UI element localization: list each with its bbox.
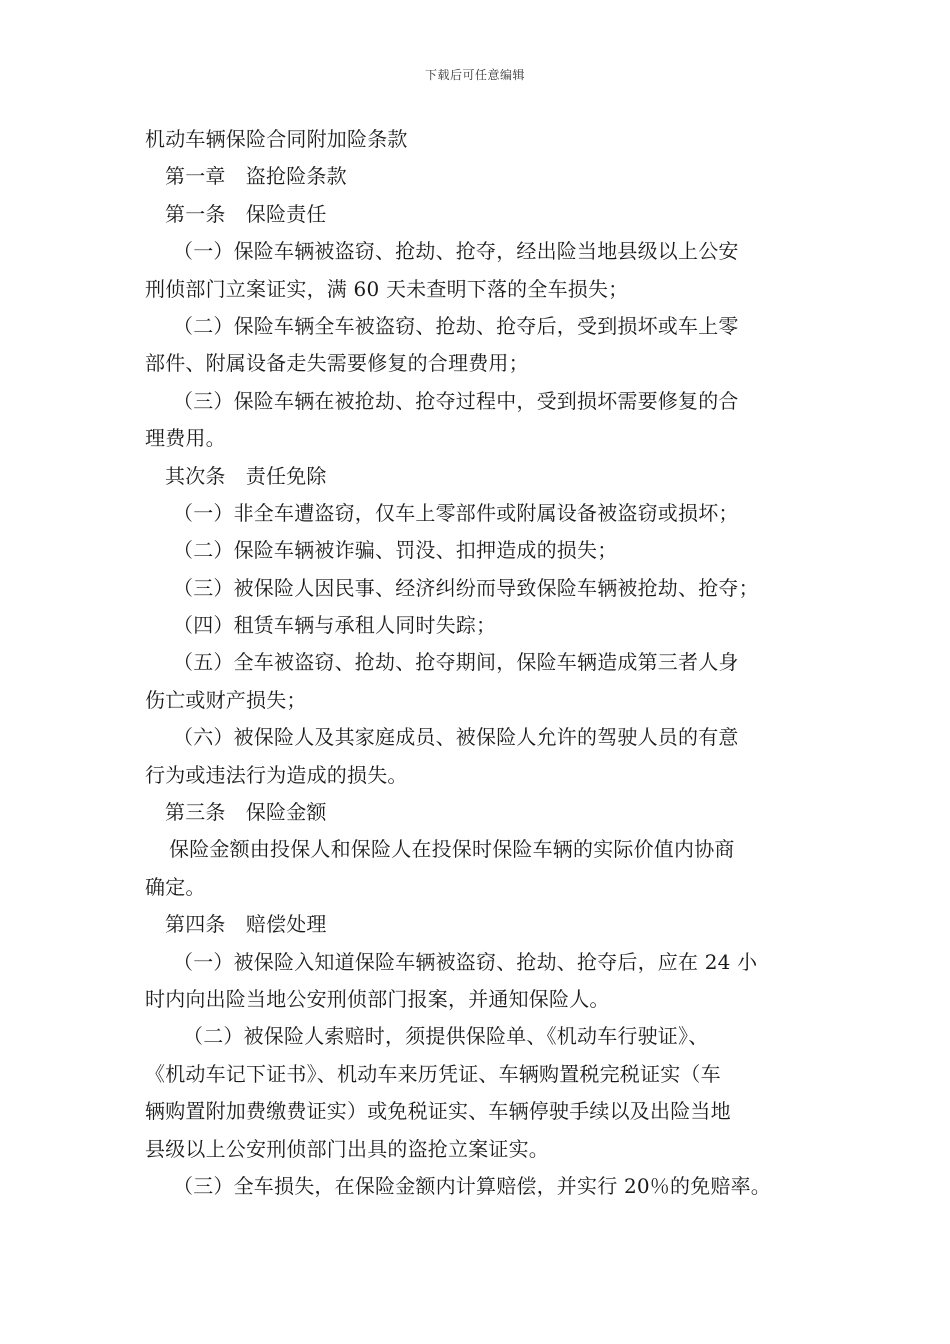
text-line: （三）保险车辆在被抢劫、抢夺过程中，受到损坏需要修复的合 bbox=[173, 388, 739, 413]
document-title: 机动车辆保险合同附加险条款 bbox=[145, 127, 408, 151]
text-line: 理费用。 bbox=[145, 426, 226, 451]
text-line: （三）被保险人因民事、经济纠纷而导致保险车辆被抢劫、抢夺； bbox=[173, 575, 759, 600]
text-line: （二）保险车辆被诈骗、罚没、扣押造成的损失； bbox=[173, 538, 618, 563]
text-line: （一）被保险入知道保险车辆被盗窃、抢劫、抢夺后，应在 24 小 bbox=[173, 949, 758, 974]
text-line: 伤亡或财产损失； bbox=[145, 687, 307, 712]
text-line: （五）全车被盗窃、抢劫、抢夺期间，保险车辆造成第三者人身 bbox=[173, 650, 739, 675]
text-line: 县级以上公安刑侦部门出具的盗抢立案证实。 bbox=[145, 1136, 549, 1161]
page-header: 下载后可任意编辑 bbox=[424, 68, 525, 82]
text-line: （一）非全车遭盗窃，仅车上零部件或附属设备被盗窃或损坏； bbox=[173, 500, 739, 525]
text-line: （二）被保险人索赔时，须提供保险单、《机动车行驶证》、 bbox=[183, 1024, 709, 1049]
text-line: （四）租赁车辆与承租人同时失踪； bbox=[173, 613, 497, 638]
document-body bbox=[145, 121, 817, 1205]
article-heading: 第三条 保险金额 bbox=[165, 800, 327, 825]
text-line: 辆购置附加费缴费证实）或免税证实、车辆停驶手续以及出险当地 bbox=[145, 1099, 731, 1124]
text-line: （三）全车损失，在保险金额内计算赔偿，并实行 20％的免赔率。 bbox=[173, 1173, 772, 1198]
text-line: 刑侦部门立案证实，满 60 天未查明下落的全车损失； bbox=[145, 276, 629, 301]
article-heading: 其次条 责任免除 bbox=[165, 463, 327, 488]
text-line: （二）保险车辆全车被盗窃、抢劫、抢夺后，受到损坏或车上零 bbox=[173, 313, 739, 338]
text-line: 《机动车记下证书》、机动车来历凭证、车辆购置税完税证实（车 bbox=[145, 1061, 721, 1086]
chapter-heading: 第一章 盗抢险条款 bbox=[165, 164, 347, 189]
text-line: 保险金额由投保人和保险人在投保时保险车辆的实际价值内协商 bbox=[169, 837, 735, 862]
article-heading: 第四条 赔偿处理 bbox=[165, 912, 327, 937]
text-line: （六）被保险人及其家庭成员、被保险人允许的驾驶人员的有意 bbox=[173, 725, 739, 750]
article-heading: 第一条 保险责任 bbox=[165, 201, 327, 226]
text-line: （一）保险车辆被盗窃、抢劫、抢夺，经出险当地县级以上公安 bbox=[173, 239, 739, 264]
text-line: 时内向出险当地公安刑侦部门报案，并通知保险人。 bbox=[145, 986, 610, 1011]
text-line: 行为或违法行为造成的损失。 bbox=[145, 762, 408, 787]
text-line: 部件、附属设备走失需要修复的合理费用； bbox=[145, 351, 529, 376]
text-line: 确定。 bbox=[145, 874, 206, 899]
